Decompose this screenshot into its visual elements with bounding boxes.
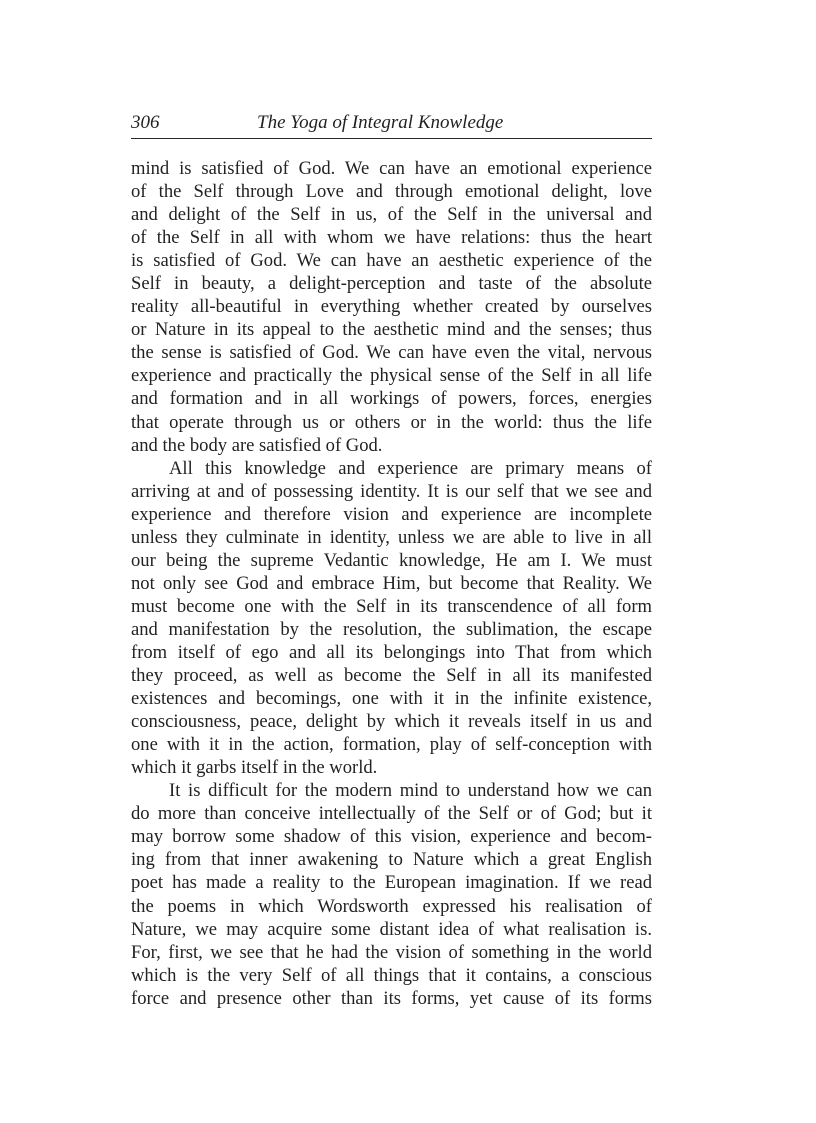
text-line: All this knowledge and experience are primary means of (169, 457, 652, 479)
text-line: the poems in which Wordsworth expressed his realisation of (131, 895, 652, 917)
text-line: of the Self through Love and through emotional delight, love (131, 181, 652, 203)
text-line: consciousness, peace, delight by which it reveals itself in us and (131, 711, 652, 733)
running-head (131, 108, 652, 139)
running-title: The Yoga of Integral Knowledge (257, 112, 504, 133)
text-line: Nature, we may acquire some distant idea of what realisation is. (131, 918, 652, 940)
text-line: unless they culminate in identity, unless we are able to live in all (131, 526, 652, 548)
text-line: arriving at and of possessing identity. It is our self that we see and (131, 480, 652, 502)
text-line: or Nature in its appeal to the aesthetic mind and the senses; thus (131, 319, 652, 341)
text-line: of the Self in all with whom we have relations: thus the heart (131, 227, 652, 249)
text-line: one with it in the action, formation, play of self-conception with (131, 734, 652, 756)
text-line: our being the supreme Vedantic knowledge, He am I. We must (131, 549, 652, 571)
text-line: which it garbs itself in the world. (131, 757, 378, 779)
text-line: is satisfied of God. We can have an aesthetic experience of the (131, 250, 652, 272)
text-line: do more than conceive intellectually of the Self or of God; but it (131, 803, 652, 825)
text-line: not only see God and embrace Him, but become that Reality. We (131, 572, 652, 594)
text-line: from itself of ego and all its belongings into That from which (131, 641, 652, 663)
text-line: and the body are satisfied of God. (131, 434, 383, 456)
text-line: may borrow some shadow of this vision, experience and becom- (131, 826, 652, 848)
text-line: ing from that inner awakening to Nature which a great English (131, 849, 652, 871)
text-line: and delight of the Self in us, of the Self in the universal and (131, 204, 652, 226)
text-line: It is difficult for the modern mind to understand how we can (169, 780, 652, 802)
paragraph-2 (131, 457, 652, 780)
text-line: force and presence other than its forms, yet cause of its forms (131, 987, 652, 1009)
page-number: 306 (131, 112, 160, 133)
paragraph-1 (131, 157, 652, 457)
text-line: Self in beauty, a delight-perception and taste of the absolute (131, 273, 652, 295)
text-line: they proceed, as well as become the Self in all its manifested (131, 665, 652, 687)
book-page (131, 108, 652, 1010)
text-line: existences and becomings, one with it in the infinite existence, (131, 688, 652, 710)
text-line: For, first, we see that he had the vision of something in the world (131, 941, 652, 963)
text-line: and manifestation by the resolution, the sublimation, the escape (131, 618, 652, 640)
text-line: and formation and in all workings of powers, forces, energies (131, 388, 652, 410)
text-line: that operate through us or others or in the world: thus the life (131, 411, 652, 433)
text-line: mind is satisfied of God. We can have an emotional experience (131, 158, 652, 179)
text-line: must become one with the Self in its transcendence of all form (131, 595, 652, 617)
text-line: which is the very Self of all things that it contains, a conscious (131, 964, 652, 986)
text-line: experience and practically the physical sense of the Self in all life (131, 365, 652, 387)
text-line: poet has made a reality to the European imagination. If we read (131, 872, 652, 894)
body-text (131, 157, 652, 1010)
text-line: the sense is satisfied of God. We can have even the vital, nervous (131, 342, 652, 364)
paragraph-3 (131, 779, 652, 1009)
text-line: experience and therefore vision and experience are incomplete (131, 503, 652, 525)
text-line: reality all-beautiful in everything whether created by ourselves (131, 296, 652, 318)
